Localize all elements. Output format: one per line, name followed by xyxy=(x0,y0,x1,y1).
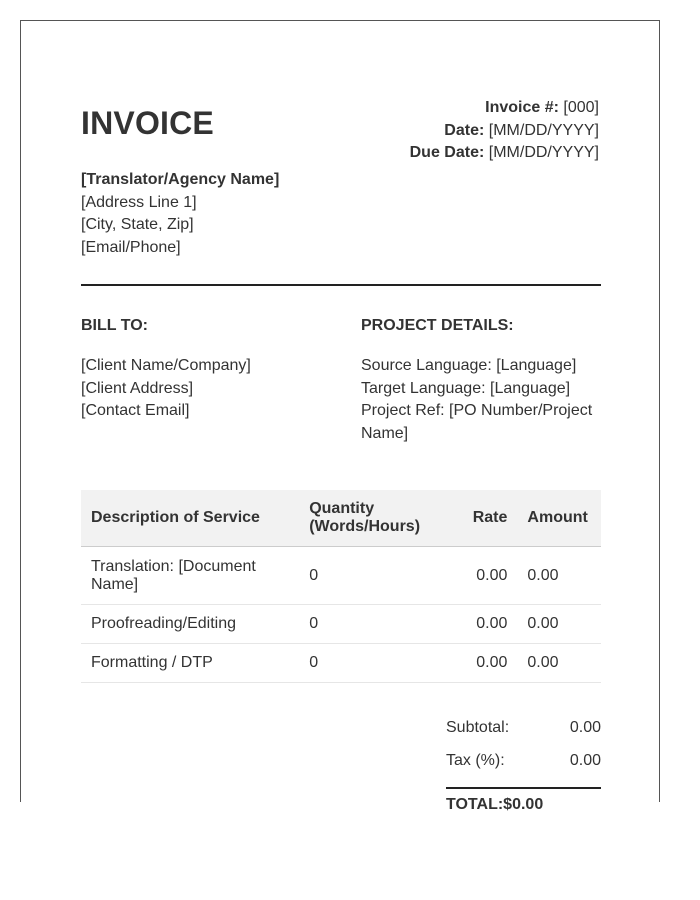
header-amount: Amount xyxy=(517,490,601,547)
row-rate: 0.00 xyxy=(455,644,517,683)
header-description: Description of Service xyxy=(81,490,299,547)
subtotal-label: Subtotal: xyxy=(446,719,510,736)
tax-row xyxy=(446,751,601,784)
invoice-title: INVOICE xyxy=(81,105,214,141)
project-details-block xyxy=(361,355,601,445)
project-ref: Project Ref: [PO Number/Project Name] xyxy=(361,402,593,442)
invoice-date-line xyxy=(410,120,599,143)
row-description: Translation: [Document Name] xyxy=(81,547,299,605)
sender-address: [Address Line 1] xyxy=(81,193,197,211)
client-address: [Client Address] xyxy=(81,379,194,397)
header-divider xyxy=(81,284,601,286)
source-language: Source Language: [Language] xyxy=(361,357,577,374)
table-row xyxy=(81,644,601,683)
sender-block xyxy=(81,169,279,259)
invoice-number-line xyxy=(410,97,599,120)
row-amount: 0.00 xyxy=(517,605,601,644)
total-value: $0.00 xyxy=(503,796,544,813)
target-language: Target Language: [Language] xyxy=(361,379,571,397)
row-quantity: 0 xyxy=(299,644,455,683)
row-amount: 0.00 xyxy=(517,644,601,683)
subtotal-row xyxy=(446,718,601,751)
subtotal-value: 0.00 xyxy=(569,719,601,736)
totals-divider xyxy=(446,787,601,789)
invoice-date-value: [MM/DD/YYYY] xyxy=(488,121,599,139)
row-description: Formatting / DTP xyxy=(81,644,299,683)
client-email: [Contact Email] xyxy=(81,402,190,419)
header-rate: Rate xyxy=(455,490,517,547)
row-rate: 0.00 xyxy=(455,547,517,605)
invoice-number-value: [000] xyxy=(563,99,599,116)
table-header-row xyxy=(81,490,601,547)
invoice-date-label: Date: xyxy=(444,121,485,139)
invoice-due-value: [MM/DD/YYYY] xyxy=(488,144,599,161)
row-rate: 0.00 xyxy=(455,605,517,644)
invoice-number-label: Invoice #: xyxy=(485,99,559,116)
service-table xyxy=(81,490,601,683)
row-description: Proofreading/Editing xyxy=(81,605,299,644)
header-quantity: Quantity (Words/Hours) xyxy=(299,490,455,547)
bill-to-heading: BILL TO: xyxy=(81,317,148,334)
bill-to-block xyxy=(81,355,251,423)
project-details-heading: PROJECT DETAILS: xyxy=(361,317,514,334)
sender-name: [Translator/Agency Name] xyxy=(81,171,280,188)
tax-label: Tax (%): xyxy=(446,752,505,769)
row-amount: 0.00 xyxy=(517,547,601,605)
invoice-meta xyxy=(410,97,599,165)
table-row xyxy=(81,605,601,644)
tax-value: 0.00 xyxy=(569,752,601,769)
row-quantity: 0 xyxy=(299,605,455,644)
total-row xyxy=(446,795,601,815)
invoice-due-line xyxy=(410,142,599,165)
invoice-due-label: Due Date: xyxy=(409,144,485,161)
invoice-page xyxy=(20,20,660,813)
sender-contact: [Email/Phone] xyxy=(81,238,181,256)
totals-block xyxy=(446,718,601,815)
total-label: TOTAL: xyxy=(446,796,504,813)
row-quantity: 0 xyxy=(299,547,455,605)
sender-city: [City, State, Zip] xyxy=(81,216,194,233)
client-name: [Client Name/Company] xyxy=(81,357,251,374)
table-row xyxy=(81,547,601,605)
